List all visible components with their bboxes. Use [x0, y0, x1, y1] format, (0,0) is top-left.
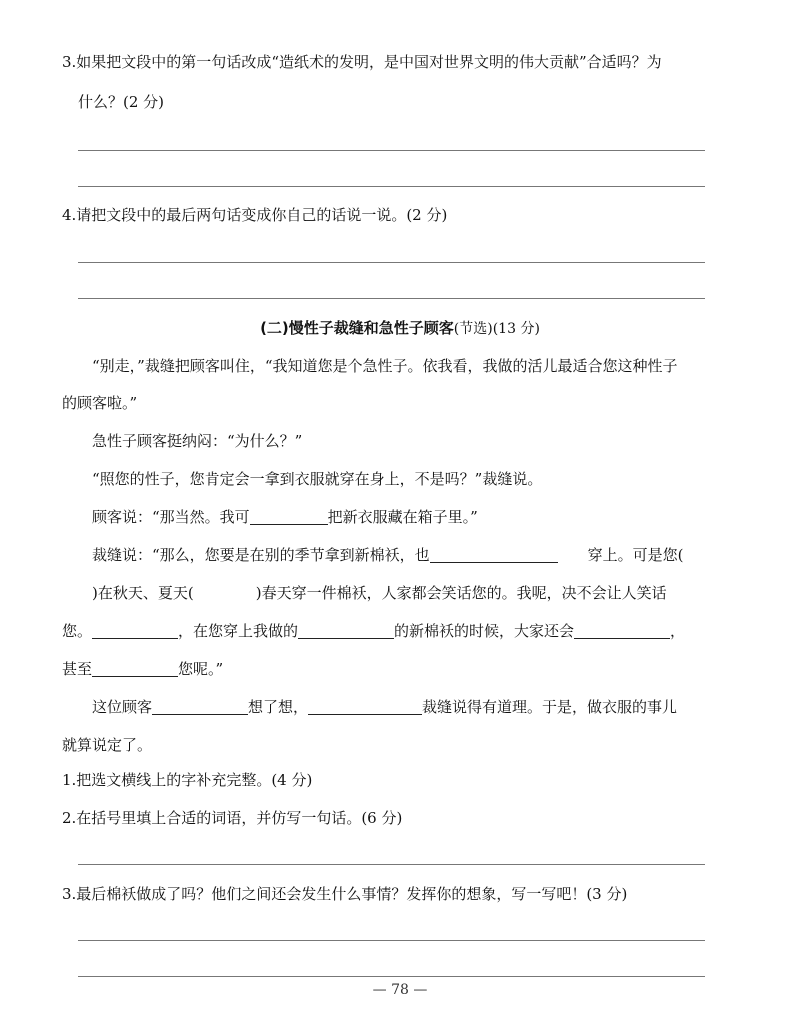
- question-3-top-line1: 3.如果把文段中的第一句话改成“造纸术的发明，是中国对世界文明的伟大贡献”合适吗？为: [62, 53, 662, 71]
- section-title-note: (节选): [453, 321, 493, 337]
- page-number: — 78 —: [372, 982, 428, 998]
- answer-line[interactable]: [78, 976, 705, 977]
- text-run: 穿上。可是您(: [587, 546, 684, 564]
- fill-blank[interactable]: [298, 622, 394, 639]
- text-run: )在秋天、夏天(: [92, 584, 194, 602]
- passage-paragraph-7: [62, 621, 685, 641]
- fill-blank[interactable]: [430, 546, 558, 563]
- fill-blank[interactable]: [308, 698, 422, 715]
- text-run: 您。: [62, 622, 93, 640]
- text-run: ，: [670, 622, 686, 640]
- fill-blank[interactable]: [152, 698, 248, 715]
- passage-paragraph-9-line2: 就算说定了。: [62, 736, 153, 754]
- passage-paragraph-1-line2: 的顾客啦。”: [62, 394, 138, 412]
- text-run: 您呢。”: [178, 660, 224, 678]
- answer-line[interactable]: [78, 186, 705, 187]
- text-run: 裁缝说得有道理。于是，做衣服的事儿: [422, 698, 678, 716]
- fill-blank[interactable]: [574, 622, 670, 639]
- answer-line[interactable]: [78, 262, 705, 263]
- passage-paragraph-4: [92, 507, 478, 527]
- text-run: 的新棉袄的时候，大家还会: [394, 622, 575, 640]
- question-4-top: 4.请把文段中的最后两句话变成你自己的话说一说。(2 分): [62, 206, 448, 224]
- answer-line[interactable]: [78, 940, 705, 941]
- passage-paragraph-8: [62, 659, 223, 679]
- section-title-text: (二)慢性子裁缝和急性子顾客: [260, 319, 454, 337]
- question-2: 2.在括号里填上合适的词语，并仿写一句话。(6 分): [62, 809, 403, 827]
- fill-blank[interactable]: [250, 508, 328, 525]
- section-score: (13 分): [492, 321, 540, 337]
- answer-line[interactable]: [78, 150, 705, 151]
- answer-line[interactable]: [78, 298, 705, 299]
- text-run: 甚至: [62, 660, 93, 678]
- question-1: 1.把选文横线上的字补充完整。(4 分): [62, 771, 313, 789]
- passage-paragraph-2: 急性子顾客挺纳闷：“为什么？”: [92, 432, 303, 450]
- passage-paragraph-1-line1: “别走，”裁缝把顾客叫住，“我知道您是个急性子。依我看，我做的活儿最适合您这种性子: [92, 357, 678, 375]
- text-run: 裁缝说：“那么，您要是在别的季节拿到新棉袄，也: [92, 546, 430, 564]
- text-run: ，在您穿上我做的: [178, 622, 299, 640]
- question-3-top-line2: 什么？(2 分): [78, 93, 165, 111]
- question-3: 3.最后棉袄做成了吗？他们之间还会发生什么事情？发挥你的想象，写一写吧！(3 分): [62, 885, 628, 903]
- passage-paragraph-6: [92, 583, 667, 603]
- text-run: )春天穿一件棉袄，人家都会笑话您的。我呢，决不会让人笑话: [255, 584, 667, 602]
- section-title: [0, 318, 800, 339]
- fill-blank[interactable]: [92, 622, 178, 639]
- passage-paragraph-9: [92, 697, 677, 717]
- passage-paragraph-5: [92, 545, 684, 565]
- passage-paragraph-3: “照您的性子，您肯定会一拿到衣服就穿在身上，不是吗？”裁缝说。: [92, 470, 543, 488]
- answer-line[interactable]: [78, 864, 705, 865]
- fill-blank[interactable]: [92, 660, 178, 677]
- text-run: 想了想，: [248, 698, 309, 716]
- text-run: 顾客说：“那当然。我可: [92, 508, 250, 526]
- text-run: 把新衣服藏在箱子里。”: [327, 508, 478, 526]
- text-run: 这位顾客: [92, 698, 153, 716]
